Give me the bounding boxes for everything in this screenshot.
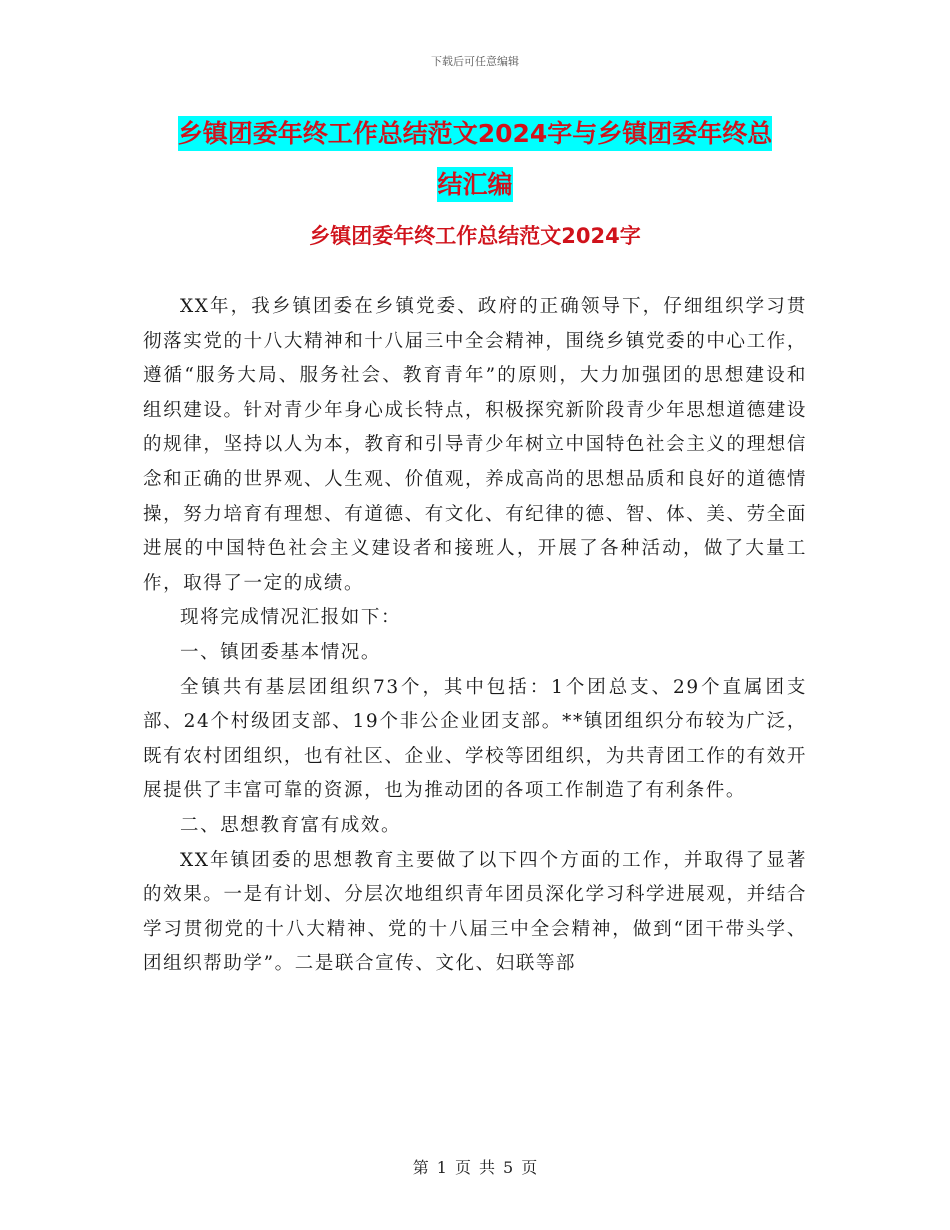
paragraph: XX年，我乡镇团委在乡镇党委、政府的正确领导下，仔细组织学习贯彻落实党的十八大精神和十八届三中全会精神，围绕乡镇党委的中心工作，遵循“服务大局、服务社会、教育青年”的原则，大力加强团的思想建设和组织建设。针对青少年身心成长特点，积极探究新阶段青少年思想道德建设的规律，坚持以人为本，教育和引导青少年树立中国特色社会主义的理想信念和正确的世界观、人生观、价值观，养成高尚的思想品质和良好的道德情操，努力培育有理想、有道德、有文化、有纪律的德、智、体、美、劳全面进展的中国特色社会主义建设者和接班人，开展了各种活动，做了大量工作，取得了一定的成绩。 [143, 296, 807, 594]
total-label: 共 [479, 1158, 496, 1177]
paragraph: 全镇共有基层团组织73个，其中包括：1个团总支、29个直属团支部、24个村级团支部、19个非公企业团支部。**镇团组织分布较为广泛，既有农村团组织，也有社区、企业、学校等团组织，为共青团工作的有效开展提供了丰富可靠的资源，也为推动团的各项工作制造了有利条件。 [143, 676, 807, 802]
page-unit: 页 [454, 1158, 471, 1177]
page-number: 1 [436, 1158, 447, 1177]
title-line-1: 乡镇团委年终工作总结范文2024字与乡镇团委年终总 [178, 116, 773, 151]
page-label: 第 [412, 1158, 429, 1177]
document-title [0, 108, 950, 210]
paragraph: XX年镇团委的思想教育主要做了以下四个方面的工作，并取得了显著的效果。一是有计划、分层次地组织青年团员深化学习科学进展观，并结合学习贯彻党的十八大精神、党的十八届三中全会精神，做到“团干带头学、团组织帮助学”。二是联合宣传、文化、妇联等部 [143, 849, 807, 975]
paragraph: 一、镇团委基本情况。 [180, 641, 382, 663]
paragraph: 二、思想教育富有成效。 [180, 814, 402, 836]
page-footer [0, 1155, 950, 1178]
section-title: 乡镇团委年终工作总结范文2024字 [309, 224, 641, 248]
page-header: 下载后可任意编辑 [431, 55, 519, 68]
paragraph: 现将完成情况汇报如下： [180, 607, 402, 629]
total-unit: 页 [521, 1158, 538, 1177]
document-body [143, 290, 807, 982]
page-total: 5 [503, 1158, 514, 1177]
title-line-2: 结汇编 [437, 167, 512, 202]
